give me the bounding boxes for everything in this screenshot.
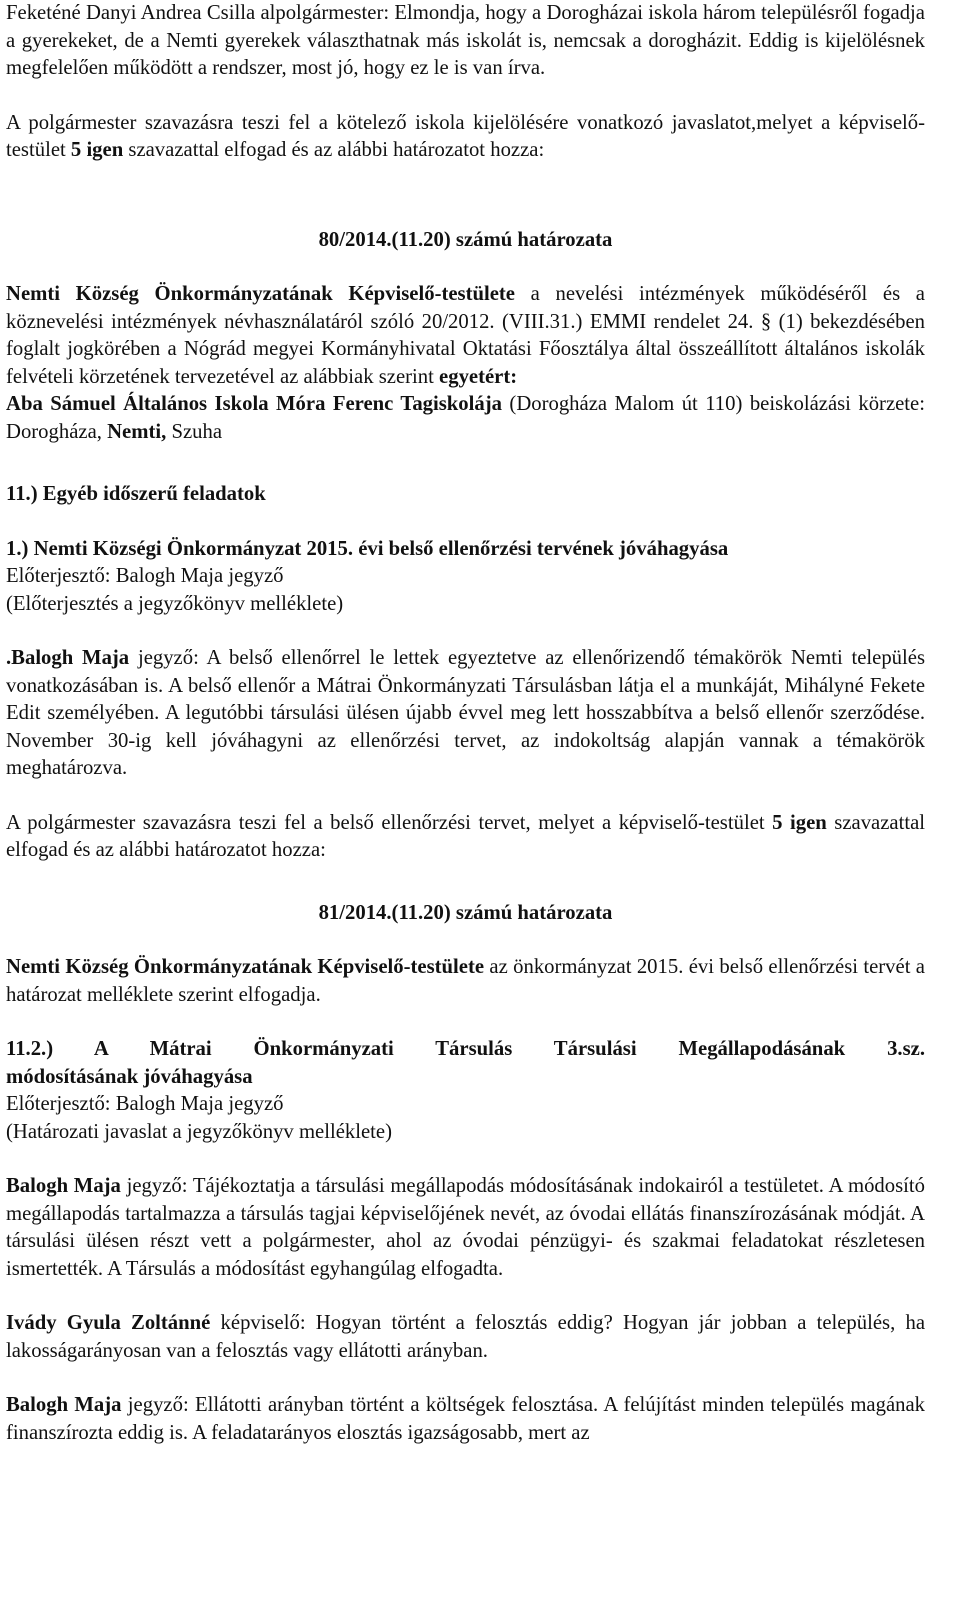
presenter-line: Előterjesztő: Balogh Maja jegyző (6, 565, 284, 587)
paragraph-text: jegyző: A belső ellenőrrel le lettek egyeztetve az ellenőrizendő témakörök Nemti település vonatkozásában is. A belső ellenőr a Mátrai Önkormányzati Társulásban látja el a munkáját, Mihályné Fekete Edit személyében. A legutóbbi társulási ülésen újabb évvel meg lett hosszabbítva a belső ellenőr szerződése. November 30-ig kell jóváhagyni az ellenőrzési tervet, az indokoltság alapján vannak a témakörök meghatározva. (6, 647, 926, 779)
school-name: Aba Sámuel Általános Iskola Móra Ferenc Tagiskolája (6, 393, 502, 415)
vote-count: 5 igen (70, 139, 124, 161)
paragraph-text: jegyző: Tájékoztatja a társulási megállapodás módosításának indokairól a testületet. A módosító megállapodás tartalmazza a társulás tagjai képviselőjének nevét, az óvodai ellátás finanszírozásának módját. A társulási ülésen részt vett a polgármester, ahol az óvodai pénzügyi- és szakmai feladatokat részletesen ismertették. A Társulás a módosítást egyhangúlag elfogadta. (6, 1175, 926, 1280)
resolution-81-body (6, 954, 925, 1009)
agree-word: egyetért: (439, 365, 518, 388)
paragraph-notary-agreement (6, 1173, 925, 1283)
speaker-name: .Balogh Maja (6, 647, 130, 669)
presenter-line: Előterjesztő: Balogh Maja jegyző (6, 1093, 284, 1115)
paragraph-notary-answer (6, 1392, 925, 1447)
paragraph-vice-mayor (6, 0, 925, 83)
item-1-heading: 1.) Nemti Községi Önkormányzat 2015. évi belső ellenőrzési tervének jóváhagyása (6, 537, 729, 560)
paragraph-text: szavazattal elfogad és az alábbi határozatot hozza: (6, 811, 926, 861)
annex-line: (Előterjesztés a jegyzőkönyv melléklete) (6, 592, 344, 615)
speaker-name: Ivády Gyula Zoltánné (6, 1312, 211, 1334)
paragraph-text: (Dorogháza Malom út 110) beiskolázási körzete: Dorogháza, (6, 393, 925, 443)
paragraph-text: képviselő: Hogyan történt a felosztás eddig? Hogyan jár jobban a település, ha lakosságarányosan van a felosztás vagy ellátotti arányban. (6, 1312, 926, 1362)
paragraph-text: szavazattal elfogad és az alábbi határozatot hozza: (123, 139, 545, 161)
item-11-2-heading: 11.2.) A Mátrai Önkormányzati Társulás Társulási Megállapodásának 3.sz. (6, 1038, 925, 1060)
annex-line: (Határozati javaslat a jegyzőkönyv melléklete) (6, 1120, 392, 1143)
paragraph-notary-audit (6, 645, 925, 783)
paragraph-representative-question (6, 1310, 925, 1365)
paragraph-text: Feketéné Danyi Andrea Csilla alpolgármester: Elmondja, hogy a Dorogházai iskola három településről fogadja a gyerekeket, de a Nemti gyerekek választhatnak más iskolát is, nemcsak a dorogházit. Eddig is kijelölésnek megfelelően működött a rendszer, most jó, hogy ez le is van írva. (6, 2, 925, 79)
paragraph-text: Szuha (166, 420, 223, 443)
section-11-heading: 11.) Egyéb időszerű feladatok (6, 483, 266, 505)
council-name: Nemti Község Önkormányzatának Képviselő-testülete (6, 283, 515, 305)
paragraph-text: A polgármester szavazásra teszi fel a kötelező iskola kijelölésére vonatkozó javaslatot,melyet a képviselő-testület (6, 111, 925, 161)
paragraph-text: jegyző: Ellátotti arányban történt a költségek felosztása. A felújítást minden település magának finanszírozta eddig is. A feladatarányos elosztás igazságosabb, mert az (6, 1394, 926, 1444)
paragraph-vote-intro-80 (6, 110, 925, 165)
speaker-name: Balogh Maja (6, 1175, 121, 1197)
resolution-80-title: 80/2014.(11.20) számú határozata (318, 228, 613, 251)
resolution-81-title: 81/2014.(11.20) számú határozata (318, 901, 613, 924)
speaker-name: Balogh Maja (6, 1394, 122, 1416)
council-name: Nemti Község Önkormányzatának Képviselő-testülete (6, 956, 485, 978)
resolution-80-body (6, 281, 925, 446)
paragraph-vote-intro-81 (6, 810, 925, 865)
village-name: Nemti, (107, 420, 167, 443)
paragraph-text: az önkormányzat 2015. évi belső ellenőrzési tervét a határozat melléklete szerint elfogadja. (6, 956, 925, 1006)
paragraph-text: A polgármester szavazásra teszi fel a belső ellenőrzési tervet, melyet a képviselő-testület (6, 811, 773, 834)
item-11-2-heading-cont: módosításának jóváhagyása (6, 1065, 253, 1088)
paragraph-text: a nevelési intézmények működéséről és a köznevelési intézmények névhasználatáról szóló 20/2012. (VIII.31.) EMMI rendelet 24. § (1) bekezdésében foglalt jogkörében a Nógrád megyei Kormányhivatal Oktatási Főosztálya által összeállított általános iskolák felvételi körzetének tervezetével az alábbiak szerint (6, 283, 925, 388)
vote-count: 5 igen (772, 811, 827, 834)
